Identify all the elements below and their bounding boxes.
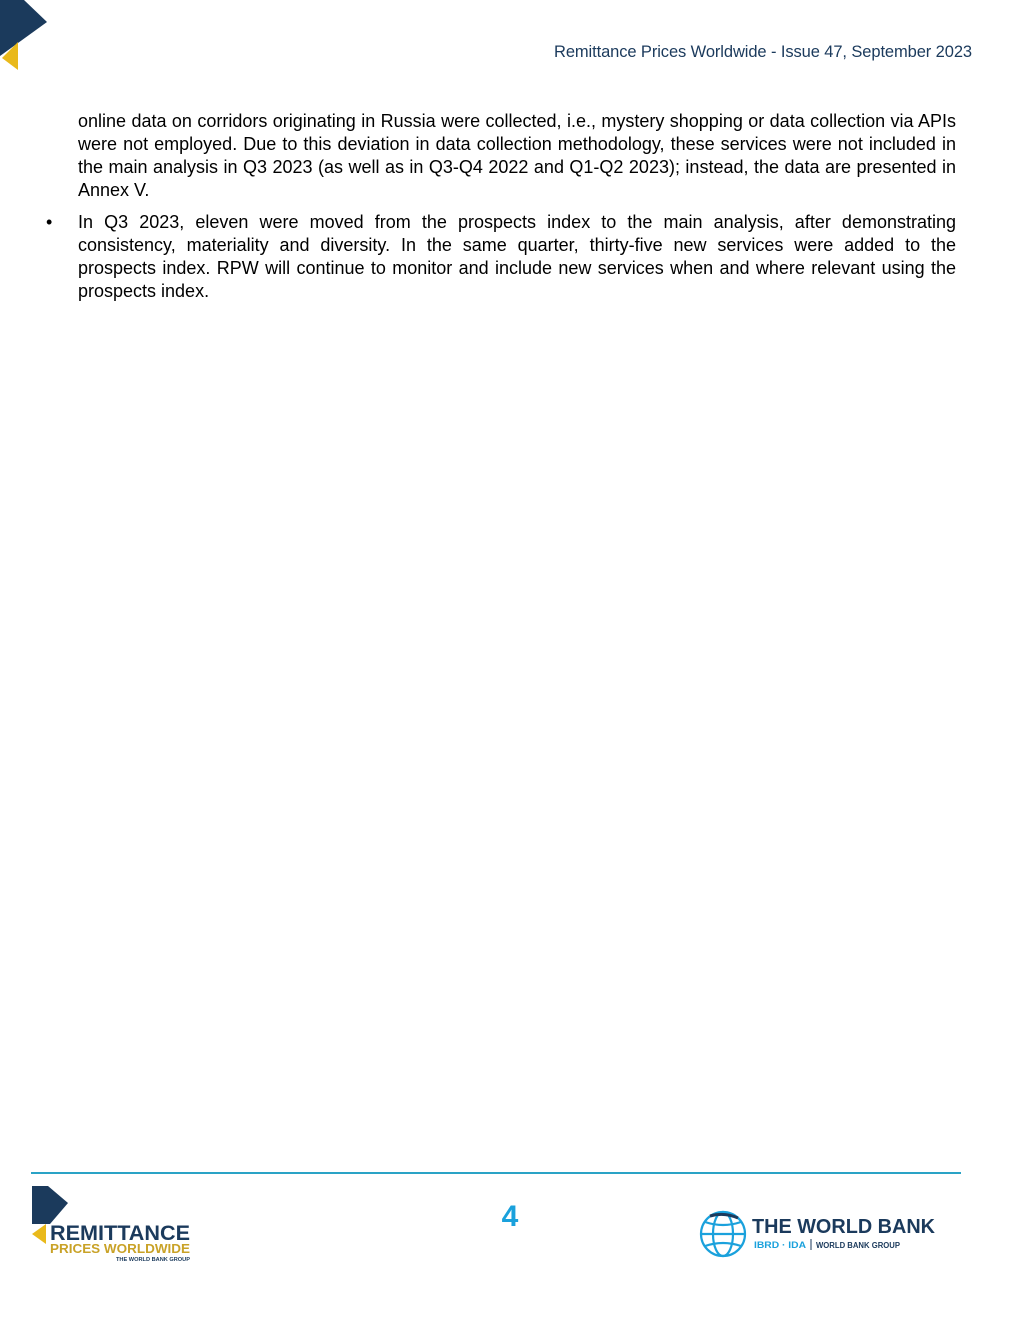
world-bank-logo bbox=[698, 1208, 938, 1260]
world-bank-title: THE WORLD BANK bbox=[752, 1216, 936, 1238]
rpw-logo-line1: REMITTANCE bbox=[50, 1222, 190, 1245]
body-text bbox=[46, 110, 956, 303]
corner-chevron-icon bbox=[0, 0, 50, 72]
rpw-logo-line3: THE WORLD BANK GROUP bbox=[116, 1257, 191, 1262]
bullet-marker: • bbox=[46, 212, 53, 232]
bullet-item bbox=[46, 211, 956, 303]
continuation-paragraph: online data on corridors originating in Russia were collected, i.e., mystery shopping or data collection via APIs were not employed. Due to this deviation in data collection methodology, these services were not included in the main analysis in Q3 2023 (as well as in Q3-Q4 2022 and Q1-Q2 2023); instead, the data are presented in Annex V. bbox=[78, 111, 956, 200]
footer-divider bbox=[31, 1172, 961, 1174]
globe-icon bbox=[701, 1212, 745, 1256]
world-bank-sub-right: WORLD BANK GROUP bbox=[816, 1241, 901, 1250]
running-header: Remittance Prices Worldwide - Issue 47, September 2023 bbox=[554, 43, 972, 61]
rpw-logo-line2: PRICES WORLDWIDE bbox=[50, 1242, 190, 1256]
page-number: 4 bbox=[501, 1200, 519, 1233]
bullet-text: In Q3 2023, eleven were moved from the prospects index to the main analysis, after demonstrating consistency, materiality and diversity. In the same quarter, thirty-five new services were added to the prospects index. RPW will continue to monitor and include new services when and where relevant using the prospects index. bbox=[78, 212, 956, 301]
world-bank-sub-left: IBRD · IDA bbox=[754, 1240, 807, 1250]
